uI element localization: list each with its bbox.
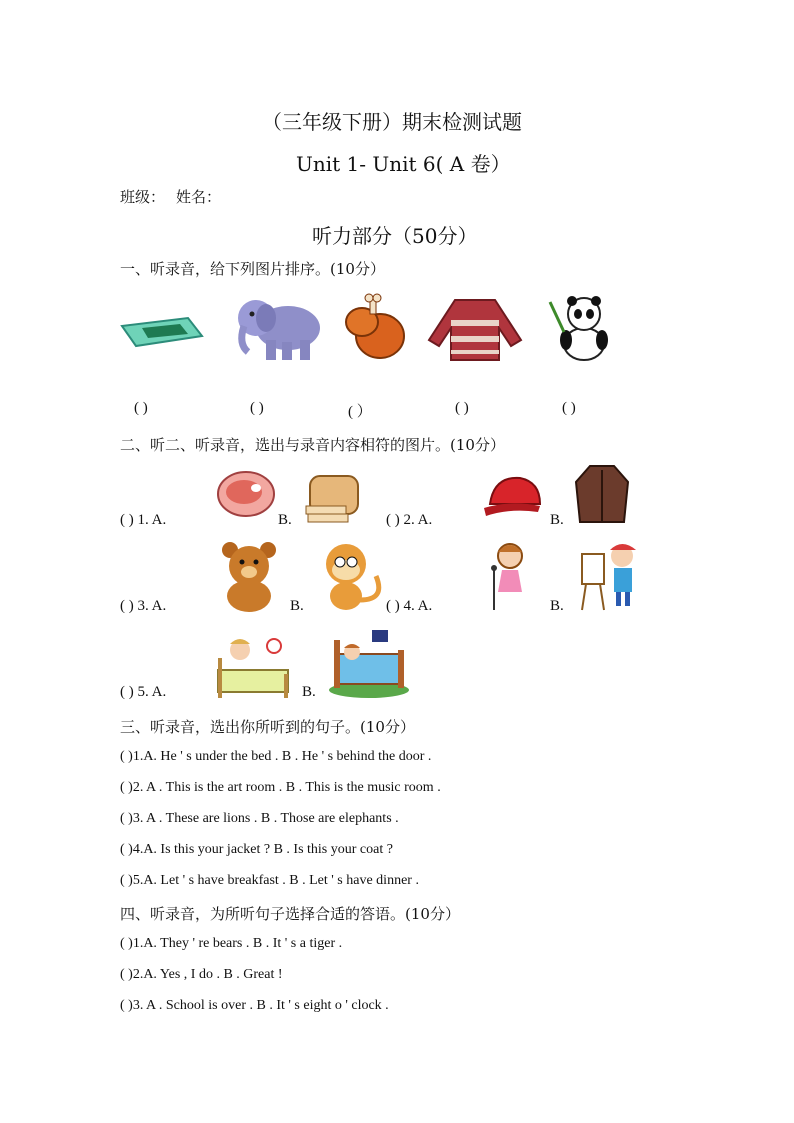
part4-item-2: ( )2.A. Yes , I do . B . Great ! [120,967,283,982]
question-1-b: B. [278,512,292,528]
order-blank-2[interactable]: ( ) [250,400,264,416]
part3-item-4: ( )4.A. Is this your jacket ? B . Is this your coat ? [120,842,393,857]
sleeping-girl-image [326,626,412,700]
part3-item-2: ( )2. A . This is the art room . B . This is the music room . [120,780,441,795]
question-2-label: ( ) 2. A. [386,512,433,528]
unit-title: Unit 1- Unit 6( A 卷） [296,152,511,176]
painting-girl-image [578,540,640,612]
part4-heading: 四、听录音，为所听句子选择合适的答语。(10分） [120,905,460,923]
listening-title: 听力部分（50分） [312,224,478,248]
question-5-label: ( ) 5. A. [120,684,167,700]
part4-item-3: ( )3. A . School is over . B . It ' s eight o ' clock . [120,998,389,1013]
chicken-leg-image [340,292,410,364]
cap-image [480,472,544,524]
part3-heading: 三、听录音，选出你所听到的句子。(10分） [120,718,415,736]
elephant-image [230,292,325,364]
name-label: 姓名： [176,188,222,206]
part3-item-3: ( )3. A . These are lions . B . Those are elephants . [120,811,399,826]
question-1-label: ( ) 1. A. [120,512,167,528]
panda-image [546,292,616,364]
question-5-b: B. [302,684,316,700]
bear-image [216,540,282,614]
monkey-image [314,540,390,614]
meat-image [216,466,278,520]
bread-image [302,466,372,524]
part2-heading: 二、听二、听录音，选出与录音内容相符的图片。(10分） [120,436,505,454]
singing-girl-image [484,540,532,614]
sweater-image [425,292,525,364]
coat-image [574,462,630,526]
order-blank-3[interactable]: ( ） [348,404,372,420]
part1-heading: 一、听录音，给下列图片排序。(10分） [120,260,385,278]
grade-title: （三年级下册）期末检测试题 [262,110,522,134]
question-4-b: B. [550,598,564,614]
order-blank-5[interactable]: ( ) [562,400,576,416]
order-blank-4[interactable]: ( ) [455,400,469,416]
question-3-b: B. [290,598,304,614]
question-3-label: ( ) 3. A. [120,598,167,614]
ruler-image [118,312,204,352]
order-blank-1[interactable]: ( ) [134,400,148,416]
question-2-b: B. [550,512,564,528]
question-4-label: ( ) 4. A. [386,598,433,614]
part3-item-1: ( )1.A. He ' s under the bed . B . He ' s behind the door . [120,749,432,764]
part4-item-1: ( )1.A. They ' re bears . B . It ' s a tiger . [120,936,343,951]
class-label: 班级： [120,188,166,206]
part3-item-5: ( )5.A. Let ' s have breakfast . B . Let ' s have dinner . [120,873,419,888]
waking-girl-image [216,630,292,700]
